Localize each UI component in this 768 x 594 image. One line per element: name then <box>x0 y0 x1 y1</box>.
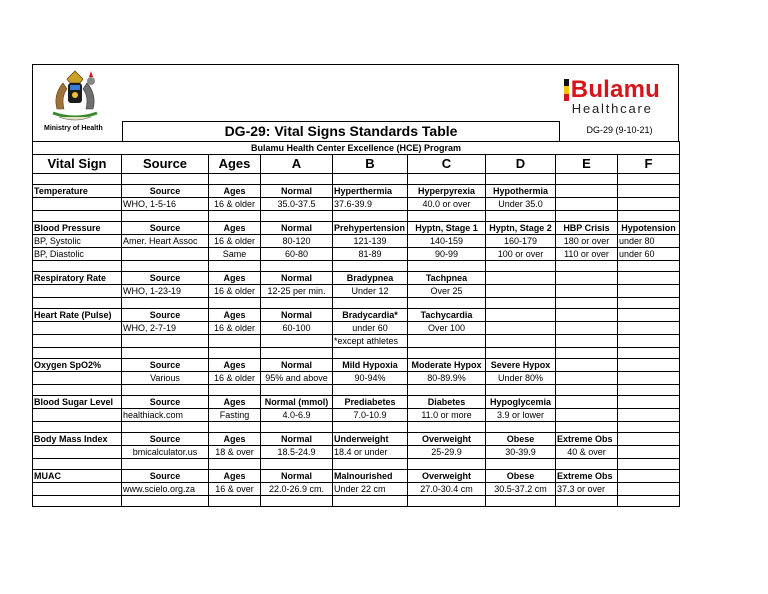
table-cell: Hypotension <box>618 222 680 235</box>
ministry-label: Ministry of Health <box>44 125 103 132</box>
document-title: DG-29: Vital Signs Standards Table <box>122 121 560 141</box>
table-cell: 37.3 or over <box>556 483 618 496</box>
table-cell: under 60 <box>618 248 680 261</box>
table-cell: Ages <box>209 309 261 322</box>
table-cell <box>618 359 680 372</box>
table-cell: Prediabetes <box>333 396 408 409</box>
vital-sign-sub: BP, Systolic <box>33 235 122 248</box>
empty-cell <box>261 174 333 185</box>
table-cell <box>556 285 618 298</box>
table-cell: Normal <box>261 222 333 235</box>
vital-sign-sub <box>33 446 122 459</box>
empty-cell <box>556 496 618 507</box>
table-cell: Bradycardia* <box>333 309 408 322</box>
empty-cell <box>486 348 556 359</box>
logo-subtitle: Healthcare <box>571 101 653 116</box>
table-cell: Under 35.0 <box>486 198 556 211</box>
table-cell <box>618 272 680 285</box>
table-cell: 121-139 <box>333 235 408 248</box>
section-header-row <box>33 185 680 198</box>
column-header: E <box>556 155 618 174</box>
empty-cell <box>556 174 618 185</box>
uganda-coat-of-arms-icon <box>47 69 103 123</box>
column-header: Source <box>122 155 209 174</box>
vital-signs-table <box>32 141 680 507</box>
table-cell <box>618 285 680 298</box>
table-cell: Normal <box>261 309 333 322</box>
table-cell: 16 & older <box>209 235 261 248</box>
table-cell: Source <box>122 396 209 409</box>
vital-sign-name: Oxygen SpO2% <box>33 359 122 372</box>
vital-sign-name: Body Mass Index <box>33 433 122 446</box>
empty-cell <box>333 298 408 309</box>
empty-cell <box>122 174 209 185</box>
vital-sign-name: MUAC <box>33 470 122 483</box>
bulamu-logo <box>564 76 660 116</box>
table-cell: WHO, 1-23-19 <box>122 285 209 298</box>
table-cell: 160-179 <box>486 235 556 248</box>
table-cell <box>556 359 618 372</box>
bulamu-logo-mark-icon <box>564 79 569 101</box>
empty-cell <box>33 459 122 470</box>
table-row <box>33 248 680 261</box>
table-cell: Overweight <box>408 470 486 483</box>
empty-cell <box>618 348 680 359</box>
spacer-row <box>33 298 680 309</box>
table-cell: Normal (mmol) <box>261 396 333 409</box>
empty-cell <box>408 459 486 470</box>
table-cell: under 80 <box>618 235 680 248</box>
table-cell <box>122 248 209 261</box>
empty-cell <box>486 422 556 433</box>
section-header-row <box>33 309 680 322</box>
table-cell: Under 12 <box>333 285 408 298</box>
table-cell: Extreme Obs <box>556 433 618 446</box>
empty-cell <box>333 459 408 470</box>
table-row <box>33 198 680 211</box>
document-header <box>32 64 679 141</box>
column-header: Vital Sign <box>33 155 122 174</box>
table-cell: 90-99 <box>408 248 486 261</box>
empty-cell <box>333 385 408 396</box>
table-cell: Ages <box>209 185 261 198</box>
table-cell: 37.6-39.9 <box>333 198 408 211</box>
table-cell: Ages <box>209 222 261 235</box>
table-cell <box>556 396 618 409</box>
table-cell: Normal <box>261 185 333 198</box>
empty-cell <box>209 422 261 433</box>
empty-cell <box>209 385 261 396</box>
empty-cell <box>618 385 680 396</box>
table-row <box>33 285 680 298</box>
column-header: Ages <box>209 155 261 174</box>
vital-sign-sub <box>33 483 122 496</box>
empty-cell <box>486 174 556 185</box>
table-cell: 11.0 or more <box>408 409 486 422</box>
table-cell: Various <box>122 372 209 385</box>
empty-cell <box>618 174 680 185</box>
table-cell: 18 & over <box>209 446 261 459</box>
table-cell: Ages <box>209 359 261 372</box>
vital-sign-name: Heart Rate (Pulse) <box>33 309 122 322</box>
table-cell <box>618 396 680 409</box>
empty-cell <box>122 298 209 309</box>
table-cell <box>556 322 618 335</box>
table-cell: Obese <box>486 470 556 483</box>
table-cell: Bradypnea <box>333 272 408 285</box>
table-cell <box>122 335 209 348</box>
vital-sign-sub <box>33 335 122 348</box>
table-cell: Source <box>122 309 209 322</box>
table-cell: www.scielo.org.za <box>122 483 209 496</box>
table-cell: Hypothermia <box>486 185 556 198</box>
section-header-row <box>33 359 680 372</box>
table-cell: Obese <box>486 433 556 446</box>
empty-cell <box>333 422 408 433</box>
vital-sign-sub <box>33 198 122 211</box>
program-title: Bulamu Health Center Excellence (HCE) Program <box>33 142 680 155</box>
table-cell: 140-159 <box>408 235 486 248</box>
vital-signs-sheet <box>32 64 679 507</box>
table-cell: WHO, 2-7-19 <box>122 322 209 335</box>
table-cell: 80-89.9% <box>408 372 486 385</box>
empty-cell <box>408 174 486 185</box>
table-cell: 18.5-24.9 <box>261 446 333 459</box>
section-header-row <box>33 272 680 285</box>
empty-cell <box>333 348 408 359</box>
empty-cell <box>556 385 618 396</box>
table-cell <box>618 470 680 483</box>
table-cell: 100 or over <box>486 248 556 261</box>
table-cell: Hyptn, Stage 2 <box>486 222 556 235</box>
table-cell <box>556 198 618 211</box>
empty-cell <box>618 496 680 507</box>
empty-cell <box>556 422 618 433</box>
table-cell: Over 100 <box>408 322 486 335</box>
table-cell: 110 or over <box>556 248 618 261</box>
document-number: DG-29 (9-10-21) <box>586 125 653 135</box>
table-cell: HBP Crisis <box>556 222 618 235</box>
table-cell: Tachycardia <box>408 309 486 322</box>
table-row <box>33 446 680 459</box>
table-cell <box>618 446 680 459</box>
table-cell: Moderate Hypox <box>408 359 486 372</box>
empty-cell <box>556 298 618 309</box>
empty-cell <box>209 496 261 507</box>
empty-cell <box>618 298 680 309</box>
table-cell <box>618 409 680 422</box>
table-cell: Same <box>209 248 261 261</box>
empty-cell <box>261 261 333 272</box>
table-cell: healthiack.com <box>122 409 209 422</box>
empty-cell <box>333 211 408 222</box>
table-row <box>33 372 680 385</box>
empty-cell <box>209 348 261 359</box>
empty-cell <box>556 261 618 272</box>
table-cell: 18.4 or under <box>333 446 408 459</box>
empty-cell <box>33 422 122 433</box>
table-cell: Mild Hypoxia <box>333 359 408 372</box>
table-cell: Normal <box>261 272 333 285</box>
spacer-row <box>33 211 680 222</box>
column-header: D <box>486 155 556 174</box>
column-header: F <box>618 155 680 174</box>
table-cell: Normal <box>261 359 333 372</box>
empty-cell <box>486 496 556 507</box>
table-cell: 60-100 <box>261 322 333 335</box>
table-cell <box>618 483 680 496</box>
section-header-row <box>33 222 680 235</box>
table-cell: 16 & over <box>209 483 261 496</box>
table-cell: Under 22 cm <box>333 483 408 496</box>
empty-cell <box>408 385 486 396</box>
table-cell <box>618 322 680 335</box>
table-cell <box>556 335 618 348</box>
empty-cell <box>408 422 486 433</box>
table-cell: Malnourished <box>333 470 408 483</box>
empty-cell <box>408 496 486 507</box>
empty-cell <box>618 422 680 433</box>
table-cell: 30-39.9 <box>486 446 556 459</box>
empty-cell <box>33 348 122 359</box>
empty-cell <box>261 298 333 309</box>
empty-cell <box>261 496 333 507</box>
empty-cell <box>556 459 618 470</box>
empty-cell <box>122 348 209 359</box>
table-cell <box>556 409 618 422</box>
vital-sign-sub <box>33 285 122 298</box>
table-cell: 90-94% <box>333 372 408 385</box>
table-cell: Source <box>122 433 209 446</box>
empty-cell <box>122 261 209 272</box>
table-cell: Hyperthermia <box>333 185 408 198</box>
empty-cell <box>122 459 209 470</box>
empty-cell <box>261 211 333 222</box>
empty-cell <box>33 298 122 309</box>
empty-cell <box>333 174 408 185</box>
table-cell: Underweight <box>333 433 408 446</box>
table-cell <box>618 198 680 211</box>
table-cell: 35.0-37.5 <box>261 198 333 211</box>
table-cell: 81-89 <box>333 248 408 261</box>
table-cell: 30.5-37.2 cm <box>486 483 556 496</box>
logo-name: Bulamu <box>570 76 660 103</box>
table-cell: Fasting <box>209 409 261 422</box>
table-cell: 80-120 <box>261 235 333 248</box>
table-cell: 7.0-10.9 <box>333 409 408 422</box>
table-cell: 16 & older <box>209 198 261 211</box>
empty-cell <box>618 211 680 222</box>
spacer-row <box>33 261 680 272</box>
table-cell: Prehypertension <box>333 222 408 235</box>
spacer-row <box>33 174 680 185</box>
table-cell: 16 & older <box>209 372 261 385</box>
table-cell <box>556 272 618 285</box>
vital-sign-sub <box>33 322 122 335</box>
vital-sign-name: Blood Pressure <box>33 222 122 235</box>
empty-cell <box>486 261 556 272</box>
empty-cell <box>408 348 486 359</box>
table-cell: 4.0-6.9 <box>261 409 333 422</box>
column-header: A <box>261 155 333 174</box>
empty-cell <box>556 348 618 359</box>
table-row <box>33 322 680 335</box>
table-cell: under 60 <box>333 322 408 335</box>
empty-cell <box>486 211 556 222</box>
empty-cell <box>33 261 122 272</box>
empty-cell <box>618 261 680 272</box>
table-cell: 12-25 per min. <box>261 285 333 298</box>
table-cell: Ages <box>209 433 261 446</box>
table-cell: 60-80 <box>261 248 333 261</box>
table-cell: 25-29.9 <box>408 446 486 459</box>
table-cell: Overweight <box>408 433 486 446</box>
table-cell <box>486 272 556 285</box>
table-cell: Ages <box>209 272 261 285</box>
table-cell: Source <box>122 272 209 285</box>
table-cell <box>408 335 486 348</box>
column-header: B <box>333 155 408 174</box>
table-cell: 40.0 or over <box>408 198 486 211</box>
table-cell: Over 25 <box>408 285 486 298</box>
table-cell <box>556 372 618 385</box>
table-cell: 180 or over <box>556 235 618 248</box>
table-cell: Normal <box>261 433 333 446</box>
table-cell: 22.0-26.9 cm. <box>261 483 333 496</box>
empty-cell <box>33 385 122 396</box>
table-cell <box>618 433 680 446</box>
empty-cell <box>122 385 209 396</box>
empty-cell <box>261 348 333 359</box>
empty-cell <box>408 261 486 272</box>
table-cell: 3.9 or lower <box>486 409 556 422</box>
table-row <box>33 483 680 496</box>
column-header: C <box>408 155 486 174</box>
empty-cell <box>209 174 261 185</box>
table-row <box>33 409 680 422</box>
empty-cell <box>486 385 556 396</box>
table-cell <box>486 335 556 348</box>
vital-sign-name: Blood Sugar Level <box>33 396 122 409</box>
table-cell <box>556 309 618 322</box>
spacer-row <box>33 496 680 507</box>
empty-cell <box>618 459 680 470</box>
empty-cell <box>556 211 618 222</box>
table-cell <box>209 335 261 348</box>
empty-cell <box>209 261 261 272</box>
table-cell <box>486 322 556 335</box>
empty-cell <box>333 261 408 272</box>
table-cell: bmicalculator.us <box>122 446 209 459</box>
table-cell: Under 80% <box>486 372 556 385</box>
table-cell: Diabetes <box>408 396 486 409</box>
table-cell: Extreme Obs <box>556 470 618 483</box>
empty-cell <box>33 496 122 507</box>
table-cell: 16 & older <box>209 285 261 298</box>
empty-cell <box>122 211 209 222</box>
program-row <box>33 142 680 155</box>
spacer-row <box>33 459 680 470</box>
empty-cell <box>261 422 333 433</box>
table-cell: Ages <box>209 470 261 483</box>
table-cell: 40 & over <box>556 446 618 459</box>
empty-cell <box>261 459 333 470</box>
table-cell <box>486 309 556 322</box>
spacer-row <box>33 422 680 433</box>
empty-cell <box>122 496 209 507</box>
table-cell: Hyperpyrexia <box>408 185 486 198</box>
table-cell: Hyptn, Stage 1 <box>408 222 486 235</box>
table-cell: Source <box>122 222 209 235</box>
empty-cell <box>209 459 261 470</box>
section-header-row <box>33 470 680 483</box>
table-cell <box>618 185 680 198</box>
table-cell: Normal <box>261 470 333 483</box>
spacer-row <box>33 385 680 396</box>
column-header-row <box>33 155 680 174</box>
empty-cell <box>33 211 122 222</box>
table-cell: *except athletes <box>333 335 408 348</box>
vital-sign-name: Temperature <box>33 185 122 198</box>
empty-cell <box>209 211 261 222</box>
empty-cell <box>333 496 408 507</box>
vital-sign-sub: BP, Diastolic <box>33 248 122 261</box>
empty-cell <box>486 459 556 470</box>
table-cell: Severe Hypox <box>486 359 556 372</box>
table-cell <box>486 285 556 298</box>
section-header-row <box>33 433 680 446</box>
table-cell <box>261 335 333 348</box>
empty-cell <box>122 422 209 433</box>
table-cell <box>618 372 680 385</box>
vital-sign-sub <box>33 372 122 385</box>
empty-cell <box>33 174 122 185</box>
spacer-row <box>33 348 680 359</box>
section-header-row <box>33 396 680 409</box>
table-cell: Ages <box>209 396 261 409</box>
table-row <box>33 235 680 248</box>
table-cell: 27.0-30.4 cm <box>408 483 486 496</box>
empty-cell <box>261 385 333 396</box>
table-cell: Source <box>122 470 209 483</box>
table-cell: Hypoglycemia <box>486 396 556 409</box>
table-cell: Amer. Heart Assoc <box>122 235 209 248</box>
table-cell: Tachpnea <box>408 272 486 285</box>
empty-cell <box>408 298 486 309</box>
empty-cell <box>486 298 556 309</box>
table-cell: 95% and above <box>261 372 333 385</box>
table-cell: 16 & older <box>209 322 261 335</box>
table-cell <box>618 335 680 348</box>
table-cell <box>618 309 680 322</box>
vital-sign-name: Respiratory Rate <box>33 272 122 285</box>
table-cell: Source <box>122 185 209 198</box>
empty-cell <box>408 211 486 222</box>
table-row <box>33 335 680 348</box>
table-cell <box>556 185 618 198</box>
table-cell: WHO, 1-5-16 <box>122 198 209 211</box>
vital-sign-sub <box>33 409 122 422</box>
empty-cell <box>209 298 261 309</box>
table-cell: Source <box>122 359 209 372</box>
